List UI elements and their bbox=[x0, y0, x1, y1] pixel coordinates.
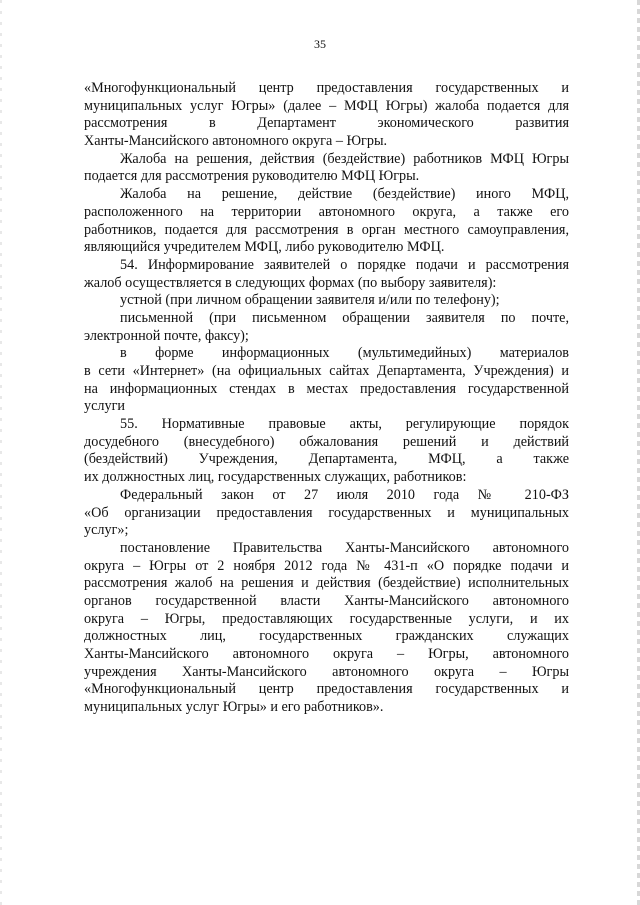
text-line: Ханты-Мансийского автономного округа – Югры, автономного bbox=[84, 646, 569, 662]
text-line: Жалоба на решение, действие (бездействие) иного МФЦ, bbox=[120, 186, 569, 203]
text-line: «Многофункциональный центр предоставления государственных и bbox=[84, 80, 569, 96]
text-line: услуги bbox=[84, 398, 125, 415]
text-line: письменной (при письменном обращении заявителя по почте, bbox=[120, 309, 569, 326]
text-line: постановление Правительства Ханты-Мансийского автономного bbox=[120, 539, 569, 556]
text-line: 54. Информирование заявителей о порядке подачи и рассмотрения bbox=[120, 256, 569, 273]
document-body bbox=[84, 80, 569, 717]
text-line: 55. Нормативные правовые акты, регулирующие порядок bbox=[120, 416, 569, 433]
text-line: Федеральный закон от 27 июля 2010 года № 210-ФЗ bbox=[120, 486, 569, 503]
text-line: «Об организации предоставления государственных и муниципальных bbox=[84, 504, 569, 521]
text-line: должностных лиц, государственных гражданских служащих bbox=[84, 628, 569, 645]
text-line: являющийся учредителем МФЦ, либо руководителю МФЦ. bbox=[84, 239, 445, 256]
text-line: муниципальных услуг Югры» и его работников». bbox=[84, 699, 384, 716]
text-line: на информационных стендах в местах предоставления государственной bbox=[84, 380, 569, 397]
text-line: округа – Югры, предоставляющих государственные услуги, и их bbox=[84, 610, 569, 627]
text-line: расположенного на территории автономного округа, а также его bbox=[84, 203, 569, 220]
text-line: рассмотрения в Департамент экономического развития bbox=[84, 115, 569, 132]
text-line: органов государственной власти Ханты-Мансийского автономного bbox=[84, 592, 569, 609]
text-line: округа – Югры от 2 ноября 2012 года № 431-п «О порядке подачи и bbox=[84, 557, 569, 574]
text-line: учреждения Ханты-Мансийского автономного округа – Югры bbox=[84, 663, 569, 680]
text-line: Ханты-Мансийского автономного округа – Югры. bbox=[84, 133, 388, 150]
text-line: подается для рассмотрения руководителю МФЦ Югры. bbox=[84, 168, 420, 185]
text-line: работников, подается для рассмотрения в орган местного самоуправления, bbox=[84, 221, 569, 238]
text-line: рассмотрения жалоб на решения и действия (бездействие) исполнительных bbox=[84, 575, 569, 592]
text-line: «Многофункциональный центр предоставления государственных и bbox=[84, 681, 569, 698]
text-line: электронной почте, факсу); bbox=[84, 327, 249, 344]
text-line: досудебного (внесудебного) обжалования решений и действий bbox=[84, 433, 569, 450]
text-line: Жалоба на решения, действия (бездействие) работников МФЦ Югры bbox=[120, 150, 569, 167]
text-line: их должностных лиц, государственных служащих, работников: bbox=[84, 469, 467, 486]
text-line: жалоб осуществляется в следующих формах (по выбору заявителя): bbox=[84, 274, 497, 291]
text-line: муниципальных услуг Югры» (далее – МФЦ Югры) жалоба подается для bbox=[84, 97, 569, 114]
text-line: в сети «Интернет» (на официальных сайтах Департамента, Учреждения) и bbox=[84, 363, 569, 379]
text-line: (бездействий) Учреждения, Департамента, МФЦ, а также bbox=[84, 451, 569, 468]
text-line: услуг»; bbox=[84, 522, 129, 539]
text-line: устной (при личном обращении заявителя и/или по телефону); bbox=[120, 292, 500, 309]
scan-edge-left bbox=[0, 0, 2, 905]
page-number: 35 bbox=[314, 37, 326, 51]
text-line: в форме информационных (мультимедийных) материалов bbox=[120, 345, 569, 362]
